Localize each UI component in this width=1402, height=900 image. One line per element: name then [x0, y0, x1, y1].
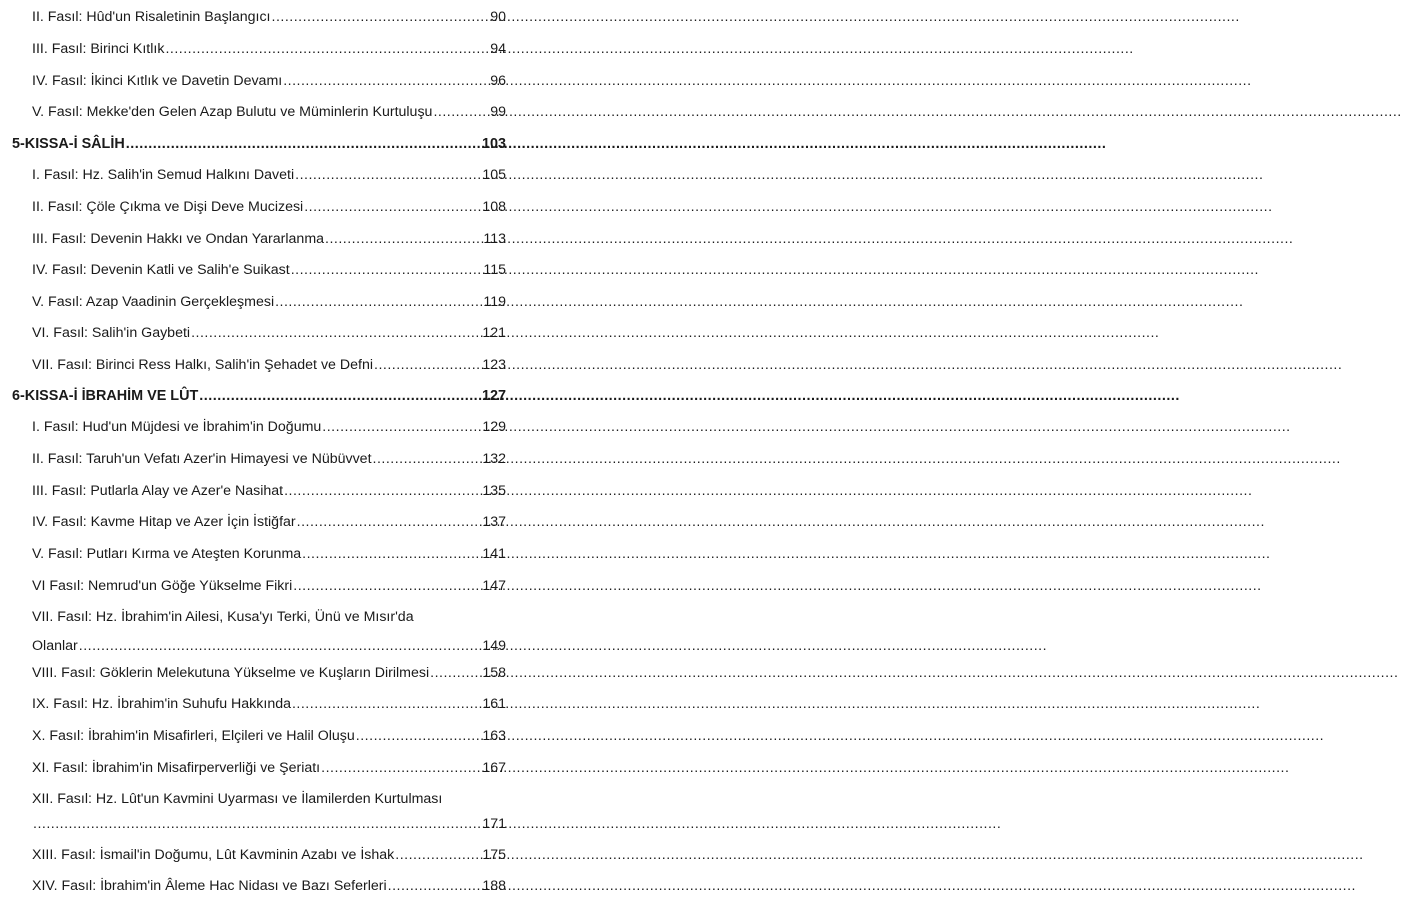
entry-title: IV. Fasıl: İkinci Kıtlık ve Davetin Devamı	[32, 73, 283, 89]
dot-leader	[272, 6, 490, 28]
entry-title: II. Fasıl: Çöle Çıkma ve Dişi Deve Mucizesi	[32, 199, 304, 215]
toc-entry[interactable]	[0, 575, 534, 597]
toc-entry[interactable]	[0, 322, 534, 344]
chapter-title: 5-KISSA-İ SÂLİH	[12, 136, 125, 152]
dot-leader	[33, 813, 481, 835]
page-number: 115	[483, 262, 506, 278]
page-number: 129	[482, 419, 506, 435]
toc-entry[interactable]	[0, 164, 534, 186]
toc-entry-multiline[interactable]	[0, 606, 534, 657]
dot-leader	[373, 448, 482, 470]
toc-entry[interactable]	[0, 511, 534, 533]
chapter-title: 6-KISSA-İ İBRAHİM VE LÛT	[12, 388, 199, 404]
page-number: 99	[490, 104, 506, 120]
dot-leader	[295, 164, 481, 186]
page-number: 163	[482, 728, 506, 744]
toc-entry[interactable]	[0, 725, 534, 747]
dot-leader	[433, 101, 489, 123]
entry-title: IV. Fasıl: Kavme Hitap ve Azer İçin İstiğfar	[32, 514, 296, 530]
dot-leader	[126, 133, 481, 155]
dot-leader	[283, 70, 489, 92]
toc-entry[interactable]	[0, 662, 534, 684]
dot-leader	[291, 259, 483, 281]
dot-leader	[322, 416, 481, 438]
dot-leader	[293, 575, 481, 597]
page-number: 171	[482, 816, 506, 832]
dot-leader	[395, 844, 481, 866]
page-number: 103	[481, 136, 506, 152]
toc-entry-multiline[interactable]	[0, 788, 534, 835]
entry-title: I. Fasıl: Hud'un Müjdesi ve İbrahim'in Doğumu	[32, 419, 322, 435]
entry-title: V. Fasıl: Mekke'den Gelen Azap Bulutu ve Müminlerin Kurtuluşu	[32, 104, 433, 120]
toc-entry[interactable]	[0, 875, 534, 897]
toc-entry[interactable]	[0, 228, 534, 250]
dot-leader	[165, 38, 489, 60]
dot-leader	[325, 228, 482, 250]
toc-entry[interactable]	[0, 693, 534, 715]
toc-entry[interactable]	[0, 480, 534, 502]
toc-entry[interactable]	[0, 291, 534, 313]
toc-entry[interactable]	[0, 196, 534, 218]
entry-title: II. Fasıl: Taruh'un Vefatı Azer'in Himayesi ve Nübüvvet	[32, 451, 372, 467]
page-number: 175	[482, 847, 506, 863]
dot-leader	[302, 543, 481, 565]
page-number: 137	[482, 514, 506, 530]
page-number: 108	[482, 199, 506, 215]
entry-title: III. Fasıl: Birinci Kıtlık	[32, 41, 165, 57]
entry-title: VI Fasıl: Nemrud'un Göğe Yükselme Fikri	[32, 578, 293, 594]
page-number: 127	[481, 388, 506, 404]
toc-entry[interactable]	[0, 844, 534, 866]
entry-title: XIV. Fasıl: İbrahim'in Âleme Hac Nidası ve Bazı Seferleri	[32, 878, 387, 894]
dot-leader	[284, 480, 481, 502]
page-number: 158	[482, 665, 506, 681]
dot-leader	[304, 196, 481, 218]
page-number: 105	[482, 167, 506, 183]
page-number: 96	[490, 73, 506, 89]
dot-leader	[292, 693, 481, 715]
entry-title: VII. Fasıl: Hz. İbrahim'in Ailesi, Kusa'yı Terki, Ünü ve Mısır'da	[32, 609, 414, 625]
entry-title: II. Fasıl: Hûd'un Risaletinin Başlangıcı	[32, 9, 271, 25]
entry-title: VI. Fasıl: Salih'in Gaybeti	[32, 325, 191, 341]
toc-entry[interactable]	[0, 101, 534, 123]
entry-title: XI. Fasıl: İbrahim'in Misafirperverliği ve Şeriatı	[32, 760, 321, 776]
dot-leader	[275, 291, 482, 313]
dot-leader	[430, 662, 481, 684]
entry-title-continued: Olanlar	[32, 638, 78, 654]
toc-entry[interactable]	[0, 259, 534, 281]
entry-title: XII. Fasıl: Hz. Lût'un Kavmini Uyarması ve İlamilerden Kurtulması	[32, 791, 443, 807]
page-number: 135	[482, 483, 506, 499]
page-number: 147	[482, 578, 506, 594]
page-number: 94	[490, 41, 506, 57]
page-number: 161	[482, 696, 506, 712]
entry-title: IV. Fasıl: Devenin Katli ve Salih'e Suikast	[32, 262, 290, 278]
toc-entry[interactable]	[0, 70, 534, 92]
entry-title: III. Fasıl: Devenin Hakkı ve Ondan Yararlanma	[32, 231, 325, 247]
page-number: 141	[482, 546, 506, 562]
dot-leader	[374, 354, 481, 376]
page-number: 119	[483, 294, 506, 310]
toc-entry[interactable]	[0, 543, 534, 565]
dot-leader	[199, 385, 481, 407]
dot-leader	[297, 511, 482, 533]
toc-entry[interactable]	[0, 448, 534, 470]
entry-title: VII. Fasıl: Birinci Ress Halkı, Salih'in Şehadet ve Defni	[32, 357, 373, 373]
entry-title: I. Fasıl: Hz. Salih'in Semud Halkını Daveti	[32, 167, 295, 183]
entry-title: X. Fasıl: İbrahim'in Misafirleri, Elçileri ve Halil Oluşu	[32, 728, 355, 744]
entry-title: IX. Fasıl: Hz. İbrahim'in Suhufu Hakkında	[32, 696, 291, 712]
page-number: 132	[482, 451, 506, 467]
toc-chapter-entry[interactable]	[0, 385, 534, 407]
dot-leader	[191, 322, 481, 344]
entry-title: XIII. Fasıl: İsmail'in Doğumu, Lût Kavminin Azabı ve İshak	[32, 847, 395, 863]
page-number: 90	[490, 9, 506, 25]
toc-entry[interactable]	[0, 354, 534, 376]
toc-entry[interactable]	[0, 6, 534, 28]
toc-entry[interactable]	[0, 757, 534, 779]
page-number: 121	[482, 325, 506, 341]
page-number: 149	[482, 638, 506, 654]
entry-title: V. Fasıl: Putları Kırma ve Ateşten Korunma	[32, 546, 302, 562]
entry-title: III. Fasıl: Putlarla Alay ve Azer'e Nasihat	[32, 483, 284, 499]
page-number: 113	[483, 231, 506, 247]
dot-leader	[321, 757, 481, 779]
toc-entry[interactable]	[0, 416, 534, 438]
page-number: 167	[482, 760, 506, 776]
dot-leader	[388, 875, 482, 897]
page-number: 123	[482, 357, 506, 373]
dot-leader	[356, 725, 482, 747]
dot-leader	[79, 635, 482, 657]
entry-title: V. Fasıl: Azap Vaadinin Gerçekleşmesi	[32, 294, 275, 310]
toc-entry[interactable]	[0, 38, 534, 60]
entry-title: VIII. Fasıl: Göklerin Melekutuna Yükselme ve Kuşların Dirilmesi	[32, 665, 430, 681]
page-number: 188	[482, 878, 506, 894]
toc-chapter-entry[interactable]	[0, 133, 534, 155]
